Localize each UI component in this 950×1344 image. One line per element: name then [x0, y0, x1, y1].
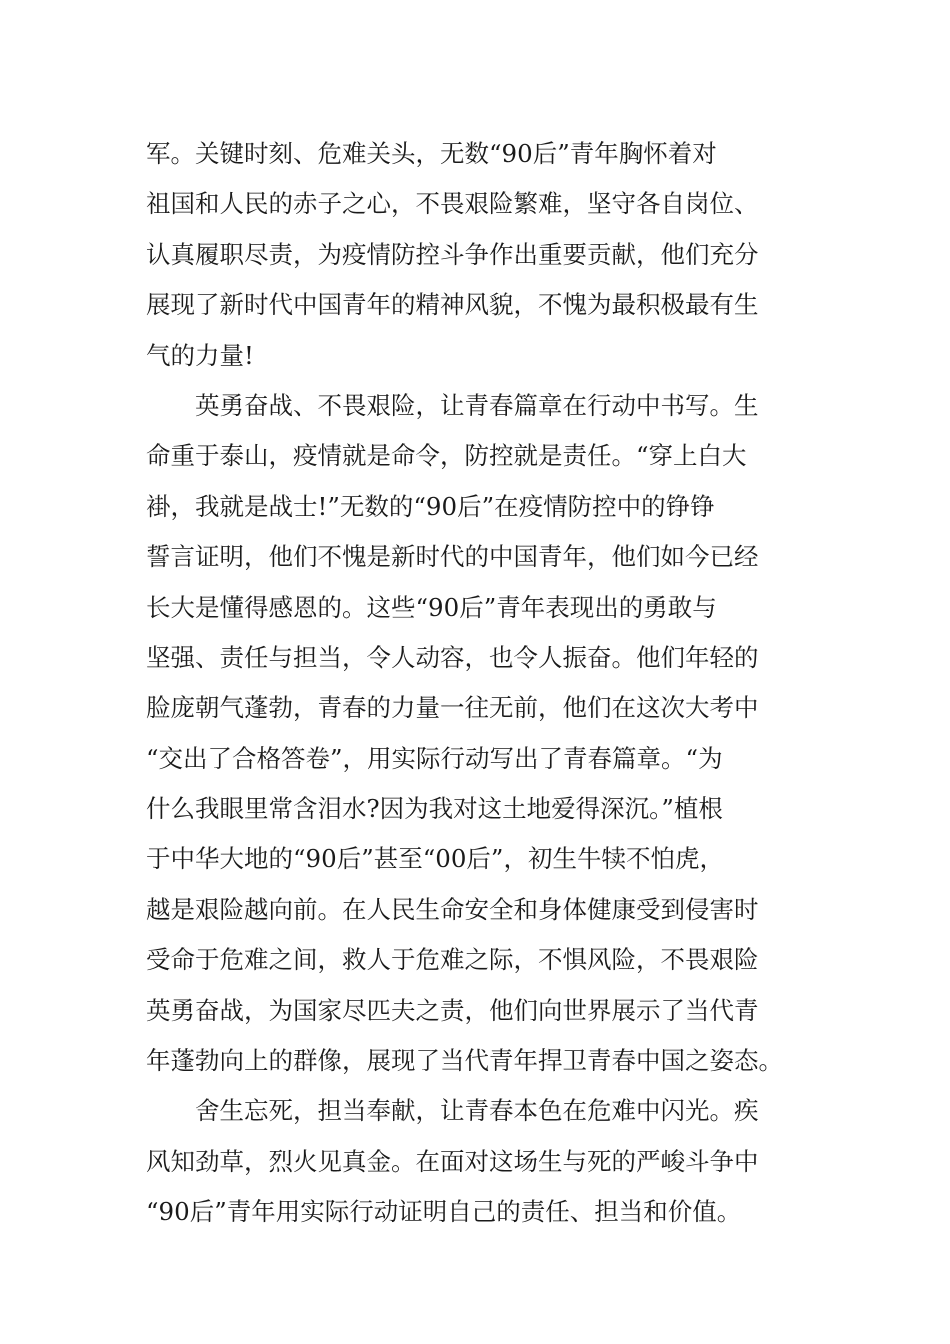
body-text	[146, 129, 806, 1238]
text-line: 什么我眼里常含泪水?因为我对这土地爱得深沉。”植根	[146, 794, 723, 824]
text-line: “交出了合格答卷”，用实际行动写出了青春篇章。“为	[146, 743, 723, 773]
text-line: 气的力量!	[146, 340, 254, 370]
text-line: 脸庞朝气蓬勃，青春的力量一往无前，他们在这次大考中	[146, 693, 759, 723]
text-line: 命重于泰山，疫情就是命令，防控就是责任。“穿上白大	[146, 441, 747, 471]
text-line: “90后”青年用实际行动证明自己的责任、担当和价值。	[146, 1197, 742, 1227]
text-line: 英勇奋战，为国家尽匹夫之责，他们向世界展示了当代青	[146, 995, 759, 1025]
text-line: 坚强、责任与担当，令人动容，也令人振奋。他们年轻的	[146, 642, 759, 672]
text-line: 于中华大地的“90后”甚至“00后”，初生牛犊不怕虎，	[146, 844, 724, 874]
text-line: 年蓬勃向上的群像，展现了当代青年捍卫青春中国之姿态。	[146, 1046, 783, 1076]
text-line: 祖国和人民的赤子之心，不畏艰险繁难，坚守各自岗位、	[146, 189, 759, 219]
text-line: 褂，我就是战士!”无数的“90后”在疫情防控中的铮铮	[146, 491, 715, 521]
paragraph-start-line: 舍生忘死，担当奉献，让青春本色在危难中闪光。疾	[195, 1096, 759, 1126]
text-line: 军。关键时刻、危难关头，无数“90后”青年胸怀着对	[146, 139, 717, 168]
text-line: 长大是懂得感恩的。这些“90后”青年表现出的勇敢与	[146, 592, 717, 622]
text-line: 风知劲草，烈火见真金。在面对这场生与死的严峻斗争中	[146, 1146, 759, 1176]
text-line: 受命于危难之间，救人于危难之际，不惧风险，不畏艰险	[146, 945, 759, 975]
text-line: 誓言证明，他们不愧是新时代的中国青年，他们如今已经	[146, 542, 759, 572]
text-line: 展现了新时代中国青年的精神风貌，不愧为最积极最有生	[146, 290, 759, 320]
text-line: 认真履职尽责，为疫情防控斗争作出重要贡献，他们充分	[146, 239, 759, 269]
text-line: 越是艰险越向前。在人民生命安全和身体健康受到侵害时	[146, 894, 759, 924]
paragraph-start-line: 英勇奋战、不畏艰险，让青春篇章在行动中书写。生	[195, 390, 759, 420]
